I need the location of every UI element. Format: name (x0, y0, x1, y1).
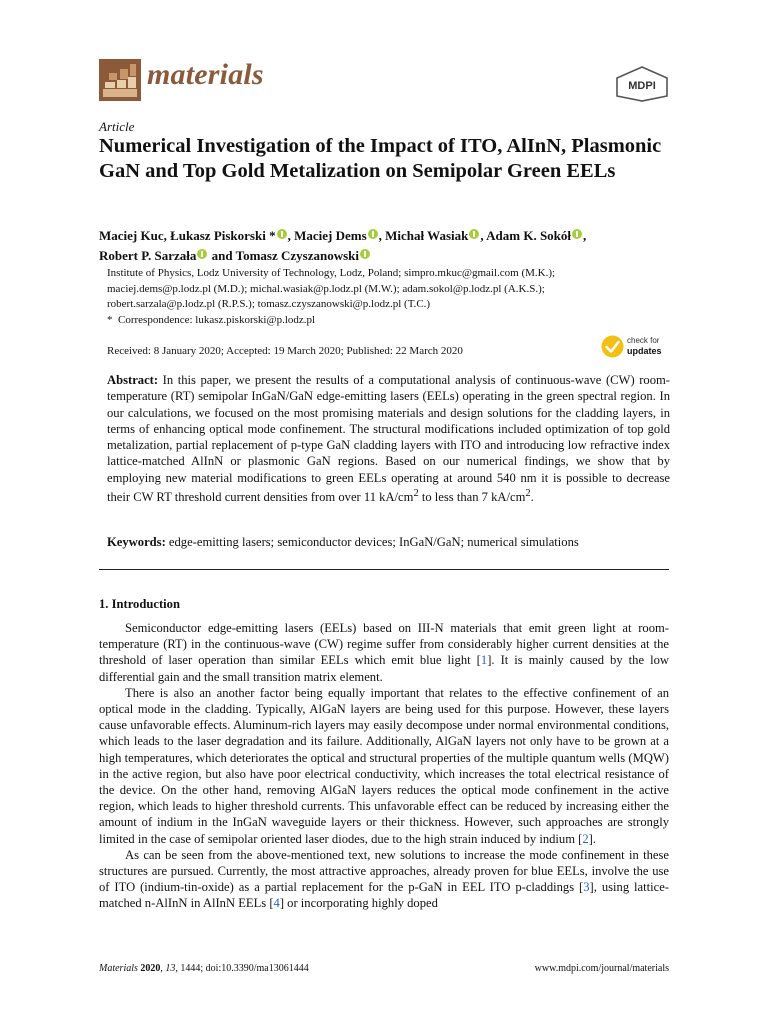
author-separator: , (583, 228, 587, 243)
affiliation-line: Institute of Physics, Lodz University of Technology, Lodz, Poland; simpro.mkuc@gmail.com (M.K.); (107, 267, 556, 279)
footer-journal: Materials (99, 963, 138, 974)
abstract-superscript: 2 (525, 488, 531, 500)
check-updates-line1: check for (627, 336, 660, 345)
footer-year: 2020 (140, 963, 161, 974)
author-name: Robert P. Sarzała (99, 248, 197, 263)
section-heading: 1. Introduction (99, 597, 180, 611)
paper-title: Numerical Investigation of the Impact of ITO, AlInN, Plasmonic GaN and Top Gold Metalization on Semipolar Green EELs (99, 135, 662, 182)
publication-dates: Received: 8 January 2020; Accepted: 19 March 2020; Published: 22 March 2020 (107, 345, 463, 357)
abstract-label: Abstract: (107, 373, 159, 387)
paragraph (99, 847, 669, 912)
mdpi-logo-icon (614, 66, 670, 102)
paragraph-text: ]. It is mainly caused by the low differential gain and the small transition matrix element. (99, 653, 670, 684)
keywords (107, 535, 670, 550)
journal-logo-icon (99, 59, 141, 101)
orcid-icon[interactable] (368, 229, 378, 239)
abstract-text: . (530, 490, 534, 505)
check-updates-icon (601, 335, 624, 358)
orcid-icon[interactable] (572, 229, 582, 239)
author-name: , Michał Wasiak (378, 228, 469, 243)
affiliation-line: robert.sarzala@p.lodz.pl (R.P.S.); tomasz.czyszanowski@p.lodz.pl (T.C.) (107, 298, 431, 310)
author-name: , Adam K. Sokół (480, 228, 572, 243)
orcid-icon[interactable] (277, 229, 287, 239)
orcid-icon[interactable] (469, 229, 479, 239)
paragraph-text: Semiconductor edge-emitting lasers (EELs) based on III-N materials that emit green light at room-temperature (RT) in the continuous-wave (CW) regime suffer from considerably higher current densities at the threshold of laser operation than similar EELs which emit blue light [ (99, 621, 669, 668)
paragraph-text: ], using lattice-matched n-AlInN in AlInN EELs [ (99, 880, 669, 911)
paragraph (99, 685, 669, 847)
affiliation-line: maciej.dems@p.lodz.pl (M.D.); michal.wasiak@p.lodz.pl (M.W.); adam.sokol@p.lodz.pl (A.K.S.); (107, 282, 545, 295)
affiliation-block (107, 266, 667, 328)
footer-volume: 13 (165, 963, 176, 974)
abstract (107, 372, 670, 506)
keywords-label: Keywords: (107, 535, 166, 549)
paragraph (99, 620, 669, 685)
correspondence-star: * (107, 313, 113, 326)
paragraph-text: ]. (588, 831, 596, 846)
author-name: , Maciej Dems (287, 228, 367, 243)
correspondence-line (107, 313, 667, 329)
orcid-icon[interactable] (197, 249, 207, 259)
section-divider (99, 569, 669, 570)
citation-link[interactable]: 4 (273, 896, 280, 911)
correspondence-text: Correspondence: lukasz.piskorski@p.lodz.pl (118, 313, 316, 326)
abstract-text: to less than 7 kA/cm (418, 490, 526, 505)
journal-url-link[interactable]: www.mdpi.com/journal/materials (534, 963, 669, 974)
paragraph-text: ] or incorporating highly doped (279, 896, 438, 911)
abstract-text: In this paper, we present the results of a computational analysis of continuous-wave (CW) room-temperature (RT) semipolar InGaN/GaN edge-emitting lasers (EELs) operating in the green spectral region. In our calculations, we focused on the most promising materials and design solutions for the cladding layers, in terms of enhancing optical mode confinement. The structural modifications included optimization of top gold metalization, partial replacement of p-type GaN cladding layers with ITO and introducing low refractive index lattice-matched AlInN or plasmonic GaN regions. Based on our numerical findings, we show that by employing new material modifications to green EELs operating at around 540 nm it is possible to decrease their CW RT threshold current densities from over 11 kA/cm (107, 373, 670, 505)
citation-link[interactable]: 2 (582, 831, 589, 846)
check-updates-line2: updates (627, 346, 662, 356)
keywords-text: edge-emitting lasers; semiconductor devices; InGaN/GaN; numerical simulations (165, 535, 579, 549)
abstract-superscript: 2 (413, 488, 419, 500)
footer-doi: , 1444; doi:10.3390/ma13061444 (175, 963, 309, 974)
paragraph-text: There is also an another factor being equally important that relates to the effective confinement of an optical mode in the cladding. Typically, AlGaN layers are being used for this purpose. However, these layers cause unfavorable effects. Aluminum-rich layers may easily decompose under normal environmental conditions, which leads to the laser degradation and its failure. Additionally, AlGaN layers not only have to be grown at a high temperatures, which deteriorates the optical and structural properties of the multiple quantum wells (MQW) in the active region, but also have poor electrical conductivity, which increases the total electrical resistance of the device. On the other hand, removing AlGaN layers reduces the optical mode confinement in the active region, which leads to higher threshold currents. This unfavorable effect can be reduced by increasing either the amount of indium in the InGaN waveguide layers or their thickness. However, such approaches are strongly limited in the case of semipolar oriented laser diodes, due to the high strain induced by indium [ (99, 685, 669, 846)
introduction-body (99, 620, 669, 912)
author-name: and Tomasz Czyszanowski (208, 248, 359, 263)
journal-name: materials (147, 58, 264, 91)
check-updates-label (627, 336, 662, 357)
citation-link[interactable]: 1 (480, 653, 488, 668)
author-name: Maciej Kuc, Łukasz Piskorski * (99, 228, 276, 243)
article-type: Article (99, 119, 135, 134)
publisher-name: MDPI (628, 80, 656, 92)
citation-link[interactable]: 3 (583, 880, 590, 895)
check-for-updates-button[interactable] (601, 334, 673, 360)
citation-footer: Materials 2020, 13, 1444; doi:10.3390/ma13061444 (99, 963, 309, 974)
paragraph-text: As can be seen from the above-mentioned text, new solutions to increase the mode confinement in these structures are pursued. Currently, the most attractive approaches, already proven for blue EELs, involve the use of ITO (indium-tin-oxide) as a partial replacement for the p-GaN in EEL ITO p-claddings [ (99, 847, 669, 895)
orcid-icon[interactable] (360, 249, 370, 259)
author-list (99, 226, 679, 266)
